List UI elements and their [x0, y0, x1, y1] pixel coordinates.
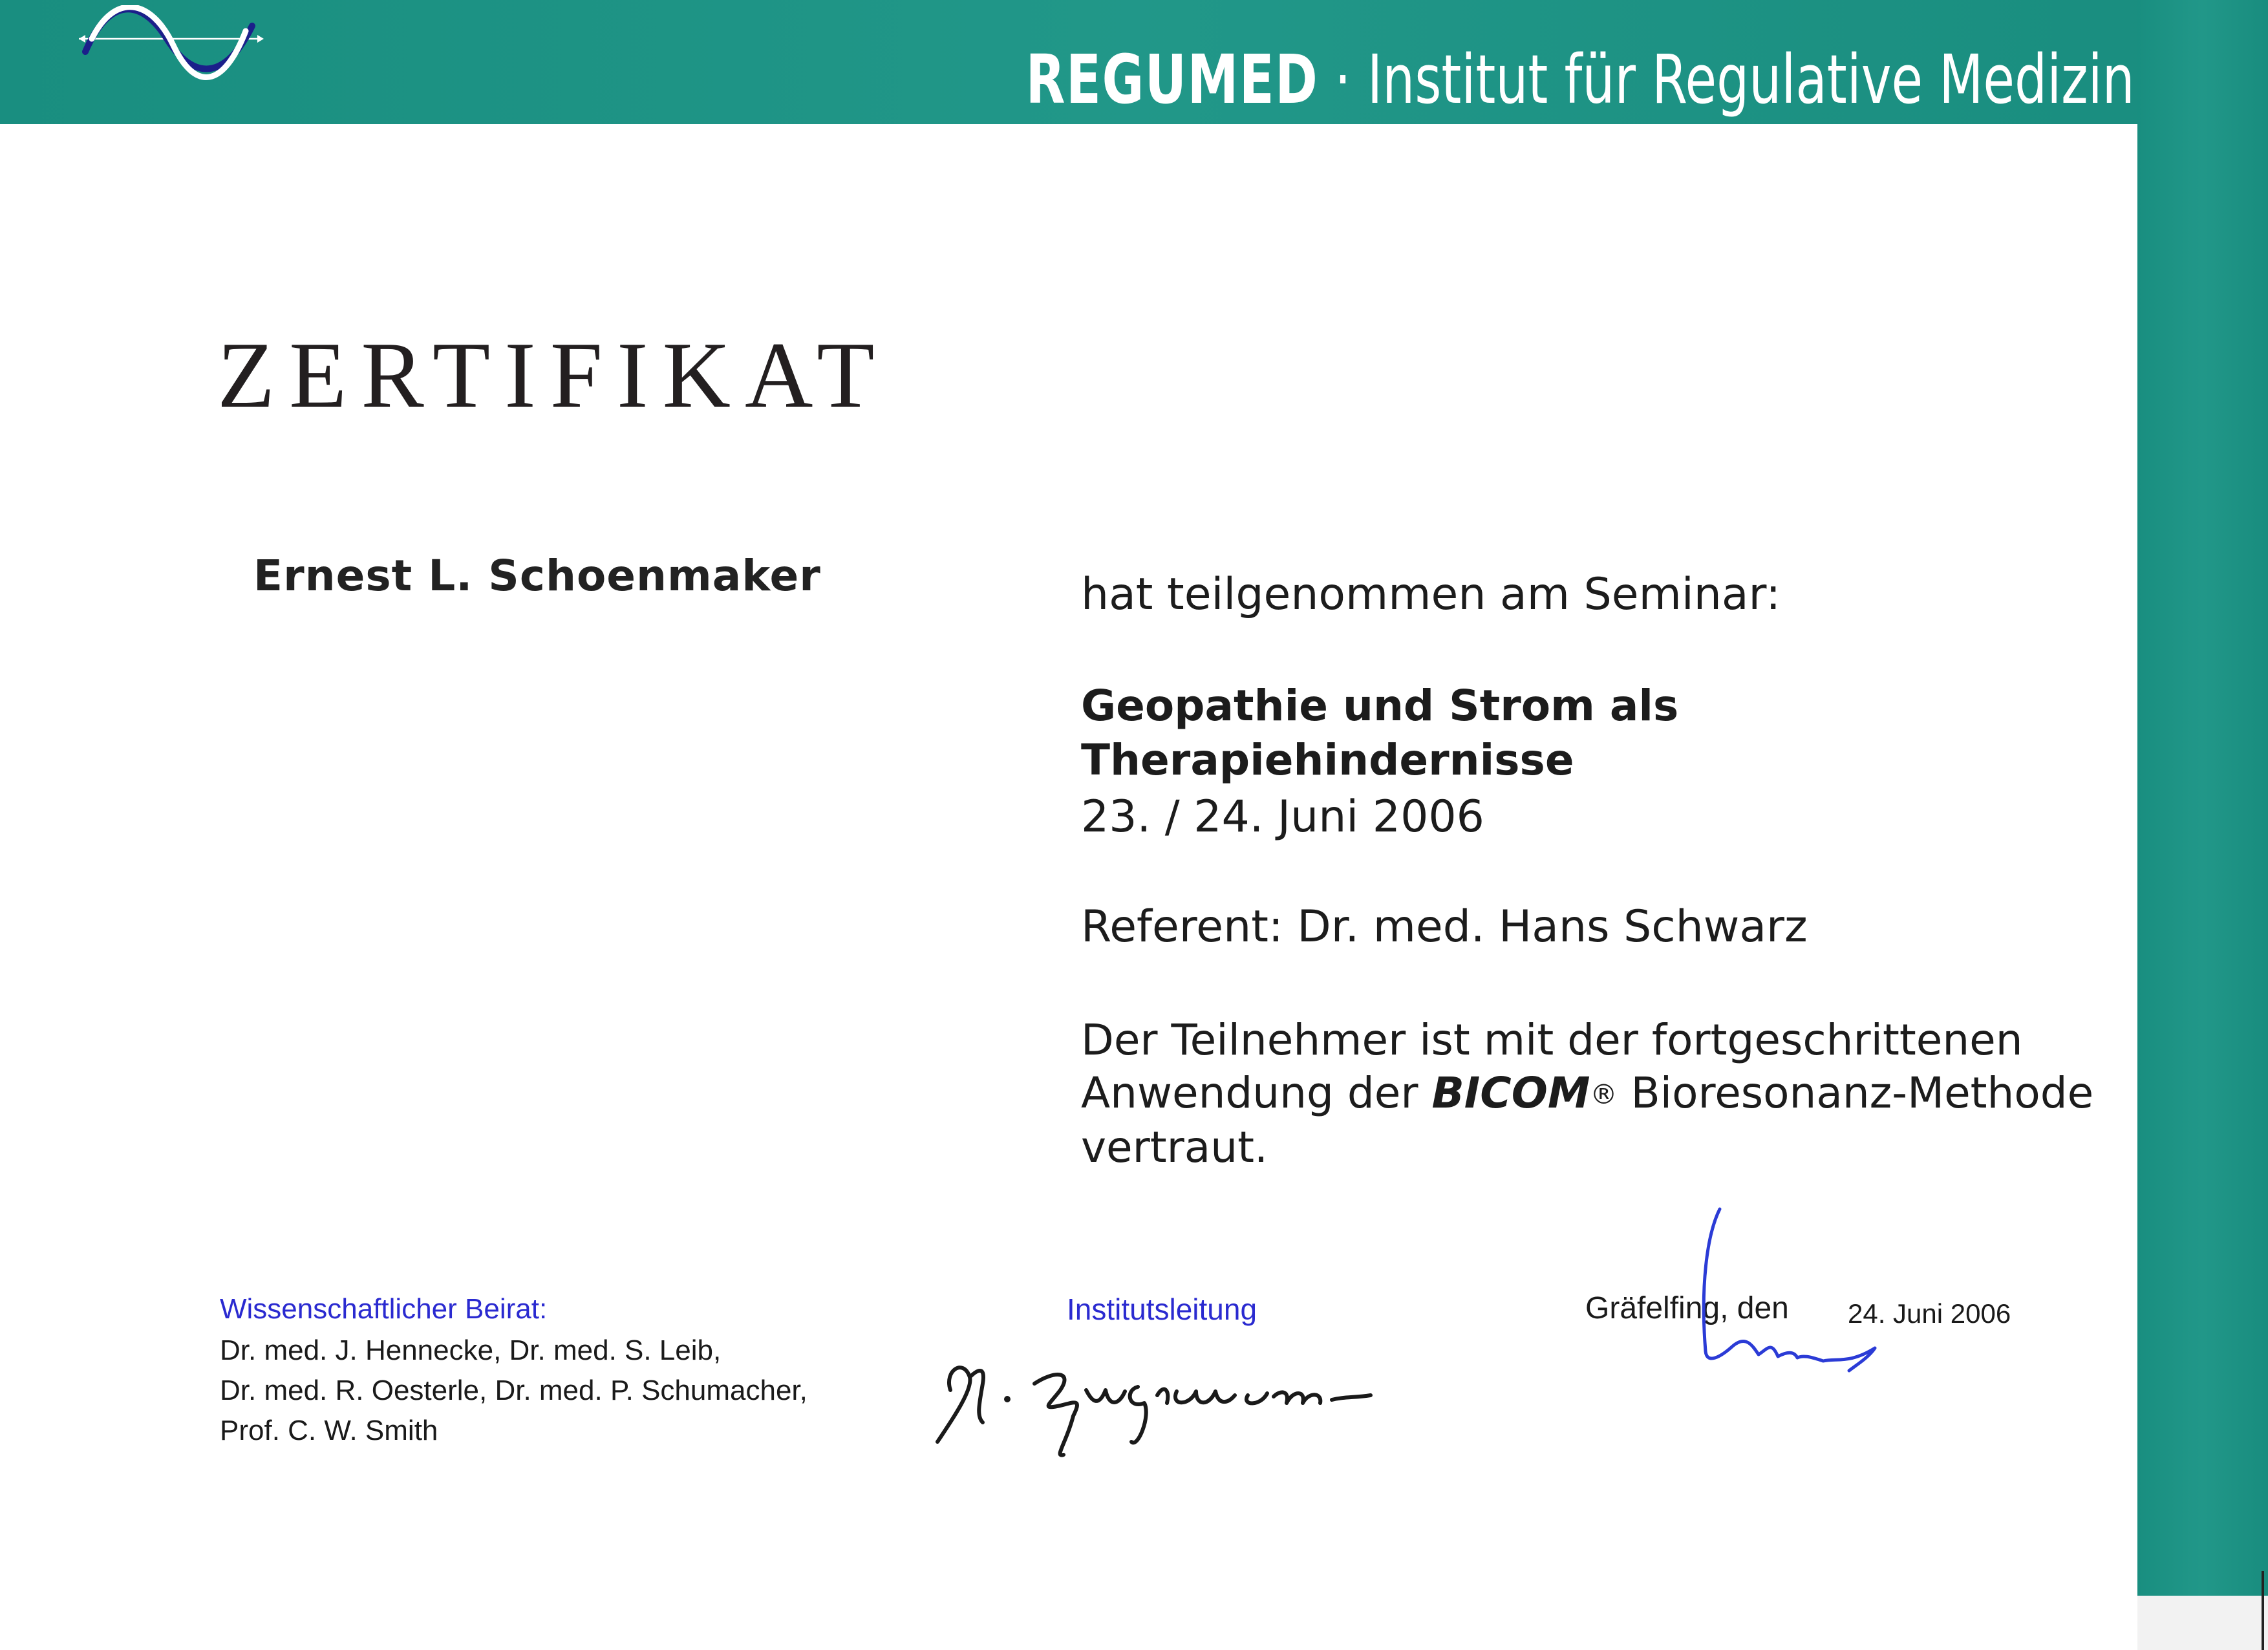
- advisory-board-list: [220, 1331, 808, 1451]
- seminar-title-line: Therapiehindernisse: [1081, 735, 1574, 785]
- signature-date: 24. Juni 2006: [1848, 1298, 2011, 1329]
- advisory-board-line: Dr. med. R. Oesterle, Dr. med. P. Schumacher,: [220, 1375, 808, 1406]
- seminar-date: 23. / 24. Juni 2006: [1081, 791, 1484, 842]
- bicom-brand: BICOM: [1431, 1068, 1590, 1118]
- advisory-board-line: Prof. C. W. Smith: [220, 1415, 438, 1446]
- statement-text: Anwendung der: [1081, 1068, 1432, 1118]
- statement-line: vertraut.: [1081, 1122, 1268, 1172]
- header-institute: Institut für Regulative Medizin: [1367, 40, 2135, 119]
- seminar-title: [1081, 679, 1678, 788]
- registered-mark: ®: [1590, 1078, 1618, 1110]
- participant-name: Ernest L. Schoenmaker: [253, 551, 821, 601]
- management-label: Institutsleitung: [1067, 1292, 1257, 1326]
- place-signature: [1681, 1196, 1894, 1409]
- header-brand: REGUMED: [1025, 40, 1319, 119]
- advisory-board-line: Dr. med. J. Hennecke, Dr. med. S. Leib,: [220, 1334, 722, 1366]
- management-signature: [925, 1345, 1396, 1461]
- page-corner-shadow: [2137, 1596, 2268, 1650]
- statement: [1081, 1014, 2093, 1174]
- sine-wave-logo-icon: [76, 5, 264, 96]
- seminar-title-line: Geopathie und Strom als: [1081, 681, 1679, 731]
- statement-line: Der Teilnehmer ist mit der fortgeschrittenen: [1081, 1015, 2023, 1065]
- statement-text: Bioresonanz-Methode: [1617, 1068, 2094, 1118]
- place-label: Gräfelfing, den: [1585, 1291, 1789, 1325]
- header-separator: ·: [1318, 40, 1368, 119]
- right-band: [2137, 0, 2268, 1596]
- certificate-title: ZERTIFIKAT: [217, 323, 889, 427]
- page-edge-line: [2262, 1571, 2264, 1650]
- header-title: [1026, 38, 2135, 122]
- speaker: Referent: Dr. med. Hans Schwarz: [1081, 901, 1808, 952]
- statement-line: [1081, 1067, 2093, 1121]
- advisory-board-label: Wissenschaftlicher Beirat:: [220, 1293, 548, 1325]
- seminar-intro: hat teilgenommen am Seminar:: [1081, 569, 1781, 620]
